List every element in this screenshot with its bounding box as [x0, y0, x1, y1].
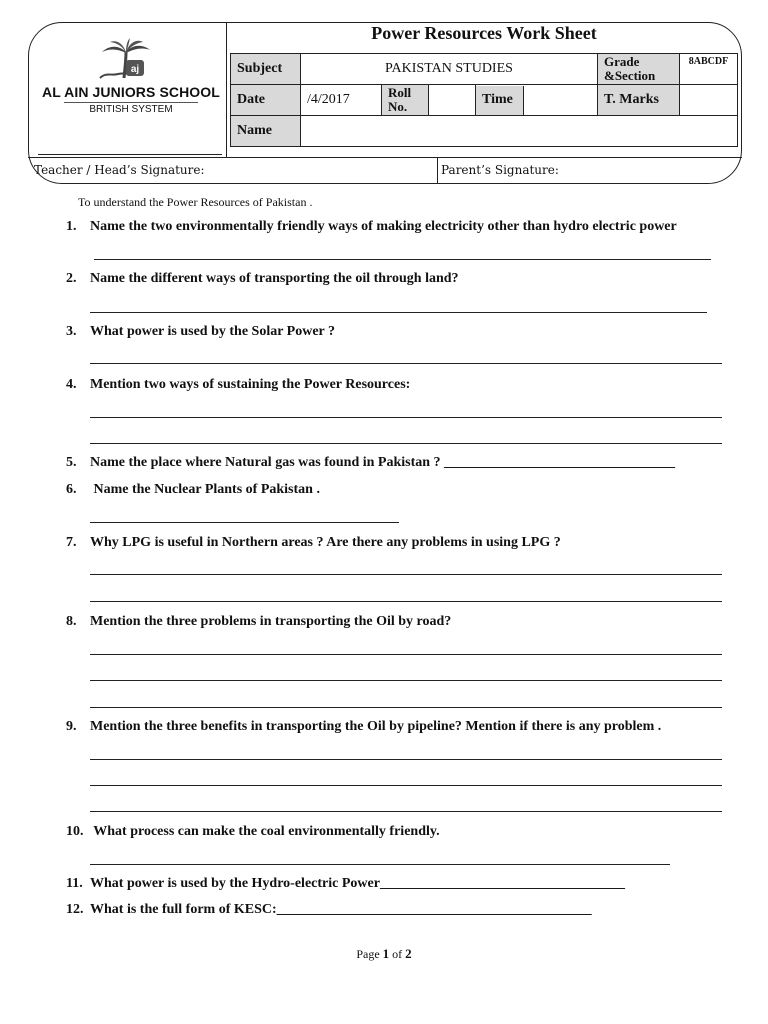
marks-label: T. Marks [598, 85, 680, 116]
time-label: Time [476, 86, 524, 115]
roll-field[interactable] [429, 85, 476, 116]
question-5: 5. Name the place where Natural gas was found in Pakistan ? _________________________________ [66, 455, 676, 470]
answer-line[interactable] [90, 811, 722, 812]
date-label: Date [231, 85, 301, 116]
question-4: 4. Mention two ways of sustaining the Power Resources: [66, 377, 411, 392]
school-rule [64, 102, 198, 103]
answer-line[interactable] [90, 680, 722, 681]
answer-line[interactable] [94, 259, 711, 260]
signature-row-line [28, 157, 742, 158]
question-6: 6. Name the Nuclear Plants of Pakistan . [66, 482, 320, 497]
time-group [476, 85, 598, 116]
info-table [230, 53, 738, 147]
answer-line[interactable] [90, 417, 722, 418]
subject-value: PAKISTAN STUDIES [301, 54, 598, 85]
answer-line[interactable] [90, 654, 722, 655]
answer-line[interactable] [90, 363, 722, 364]
question-3: 3. What power is used by the Solar Power ? [66, 324, 336, 339]
answer-line[interactable] [90, 574, 722, 575]
worksheet-title: Power Resources Work Sheet [371, 23, 597, 43]
name-label: Name [231, 116, 301, 147]
question-12: 12. What is the full form of KESC:_____________________________________________ [66, 902, 592, 917]
answer-line[interactable] [90, 522, 399, 523]
page-footer: Page 1 of 2 [356, 946, 412, 961]
answer-line[interactable] [90, 601, 722, 602]
svg-text:aj: aj [130, 64, 140, 75]
marks-field[interactable] [680, 85, 738, 116]
intro-text: To understand the Power Resources of Pakistan . [78, 195, 313, 209]
answer-line[interactable] [90, 312, 707, 313]
school-logo-icon [96, 38, 156, 82]
roll-label: Roll No. [382, 85, 429, 116]
question-7: 7. Why LPG is useful in Northern areas ? Are there any problems in using LPG ? [66, 535, 561, 550]
answer-line[interactable] [90, 864, 670, 865]
time-field[interactable] [524, 86, 597, 115]
question-11: 11. What power is used by the Hydro-electric Power___________________________________ [66, 876, 625, 891]
subject-label: Subject [231, 54, 301, 85]
school-name: AL AIN JUNIORS SCHOOL [42, 84, 220, 100]
question-8: 8. Mention the three problems in transporting the Oil by road? [66, 614, 452, 629]
question-1: 1. Name the two environmentally friendly ways of making electricity other than hydro electric power [66, 219, 677, 234]
school-subtitle: BRITISH SYSTEM [89, 104, 173, 115]
answer-line[interactable] [90, 785, 722, 786]
parent-signature-label: Parent’s Signature: [441, 163, 559, 177]
grade-label: Grade &Section [598, 54, 680, 85]
date-value: /4/2017 [301, 85, 382, 116]
question-2: 2. Name the different ways of transporting the oil through land? [66, 271, 459, 286]
answer-line[interactable] [90, 707, 722, 708]
grade-value: 8ABCDF [680, 54, 738, 85]
question-10: 10. What process can make the coal environmentally friendly. [66, 824, 440, 839]
name-field[interactable] [301, 116, 738, 147]
signature-divider [437, 157, 438, 184]
answer-line[interactable] [90, 443, 722, 444]
logo-underline [38, 154, 222, 155]
question-9: 9. Mention the three benefits in transporting the Oil by pipeline? Mention if there is any problem . [66, 719, 662, 734]
answer-line[interactable] [90, 759, 722, 760]
teacher-signature-label: Teacher / Head’s Signature: [34, 163, 205, 177]
